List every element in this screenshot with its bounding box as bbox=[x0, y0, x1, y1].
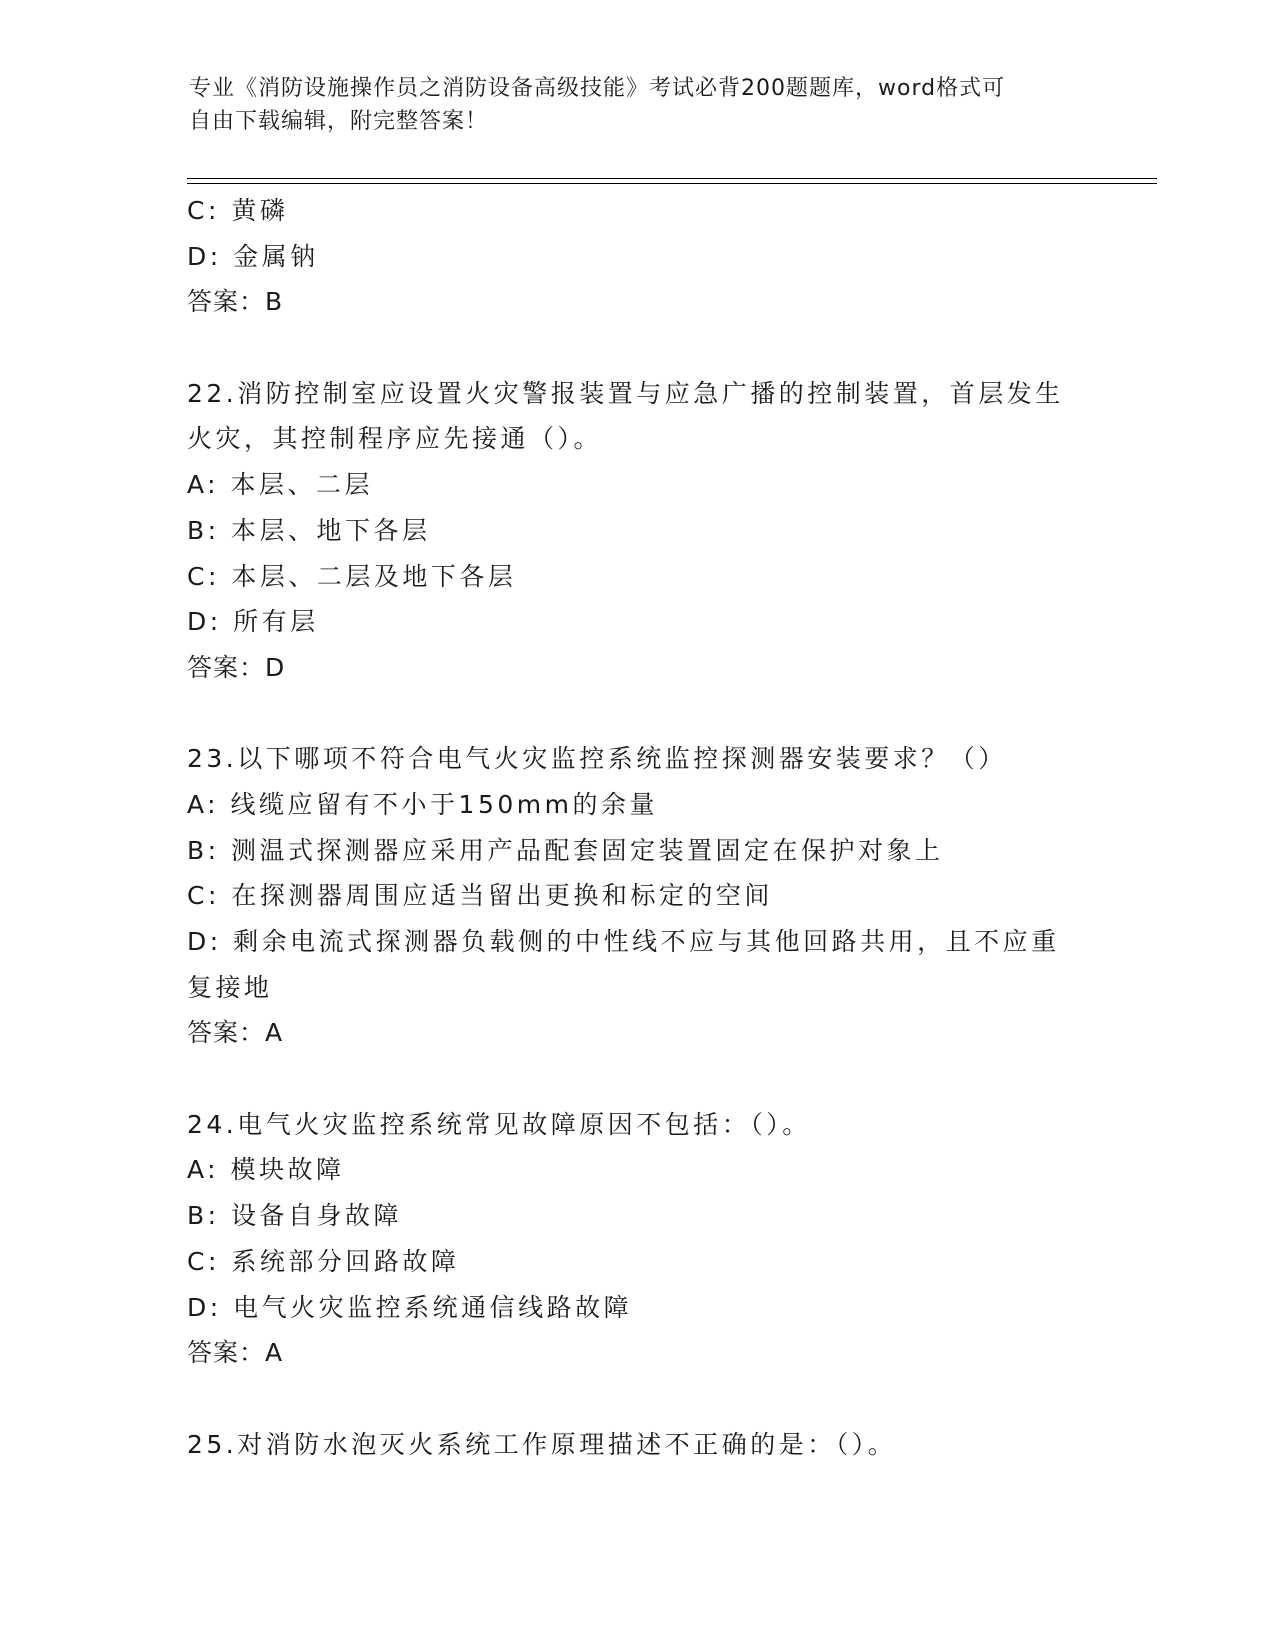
answer: 答案：D bbox=[187, 652, 286, 682]
header-title-line-2: 自由下载编辑，附完整答案！ bbox=[189, 109, 489, 134]
option-b: B: 测温式探测器应采用产品配套固定装置固定在保护对象上 bbox=[187, 835, 944, 865]
question-list bbox=[187, 188, 1087, 1467]
question-stem: 25.对消防水泡灭火系统工作原理描述不正确的是：（）。 bbox=[187, 1429, 897, 1459]
question-24 bbox=[187, 1102, 1087, 1376]
option-d: D: 金属钠 bbox=[187, 241, 319, 271]
question-stem: 22.消防控制室应设置火灾警报装置与应急广播的控制装置，首层发生 bbox=[187, 378, 1064, 408]
spacer bbox=[187, 1056, 1087, 1102]
answer: 答案：B bbox=[187, 287, 284, 317]
question-22 bbox=[187, 371, 1087, 691]
question-stem: 火灾，其控制程序应先接通（）。 bbox=[187, 424, 603, 454]
question-stem: 23.以下哪项不符合电气火灾监控系统监控探测器安装要求？（） bbox=[187, 744, 1007, 774]
question-23 bbox=[187, 736, 1087, 1056]
option-c: C: 黄磷 bbox=[187, 196, 289, 225]
page-header bbox=[189, 72, 1089, 138]
option-d: D: 剩余电流式探测器负载侧的中性线不应与其他回路共用，且不应重 bbox=[187, 927, 1060, 956]
header-divider-bottom bbox=[187, 183, 1157, 184]
answer: 答案：A bbox=[187, 1018, 284, 1048]
header-divider-top bbox=[187, 178, 1157, 179]
option-a: A: 模块故障 bbox=[187, 1155, 345, 1185]
header-title-line-1: 专业《消防设施操作员之消防设备高级技能》考试必背200题题库，word格式可 bbox=[189, 76, 1006, 101]
spacer bbox=[187, 1376, 1087, 1422]
option-a: A: 线缆应留有不小于150mm的余量 bbox=[187, 789, 658, 819]
question-stem: 24.电气火灾监控系统常见故障原因不包括：（）。 bbox=[187, 1109, 811, 1139]
option-c: C: 系统部分回路故障 bbox=[187, 1246, 460, 1276]
option-b: B: 设备自身故障 bbox=[187, 1201, 403, 1231]
option-d: D: 电气火灾监控系统通信线路故障 bbox=[187, 1292, 633, 1322]
option-d-continued: 复接地 bbox=[187, 972, 273, 1002]
spacer bbox=[187, 325, 1087, 371]
option-c: C: 在探测器周围应适当留出更换和标定的空间 bbox=[187, 881, 773, 911]
answer: 答案：A bbox=[187, 1338, 284, 1368]
option-c: C: 本层、二层及地下各层 bbox=[187, 561, 517, 591]
spacer bbox=[187, 691, 1087, 737]
option-a: A: 本层、二层 bbox=[187, 470, 374, 500]
option-d: D: 所有层 bbox=[187, 607, 319, 637]
option-b: B: 本层、地下各层 bbox=[187, 515, 431, 545]
question-25 bbox=[187, 1422, 1087, 1468]
question-21-continuation bbox=[187, 188, 1087, 325]
